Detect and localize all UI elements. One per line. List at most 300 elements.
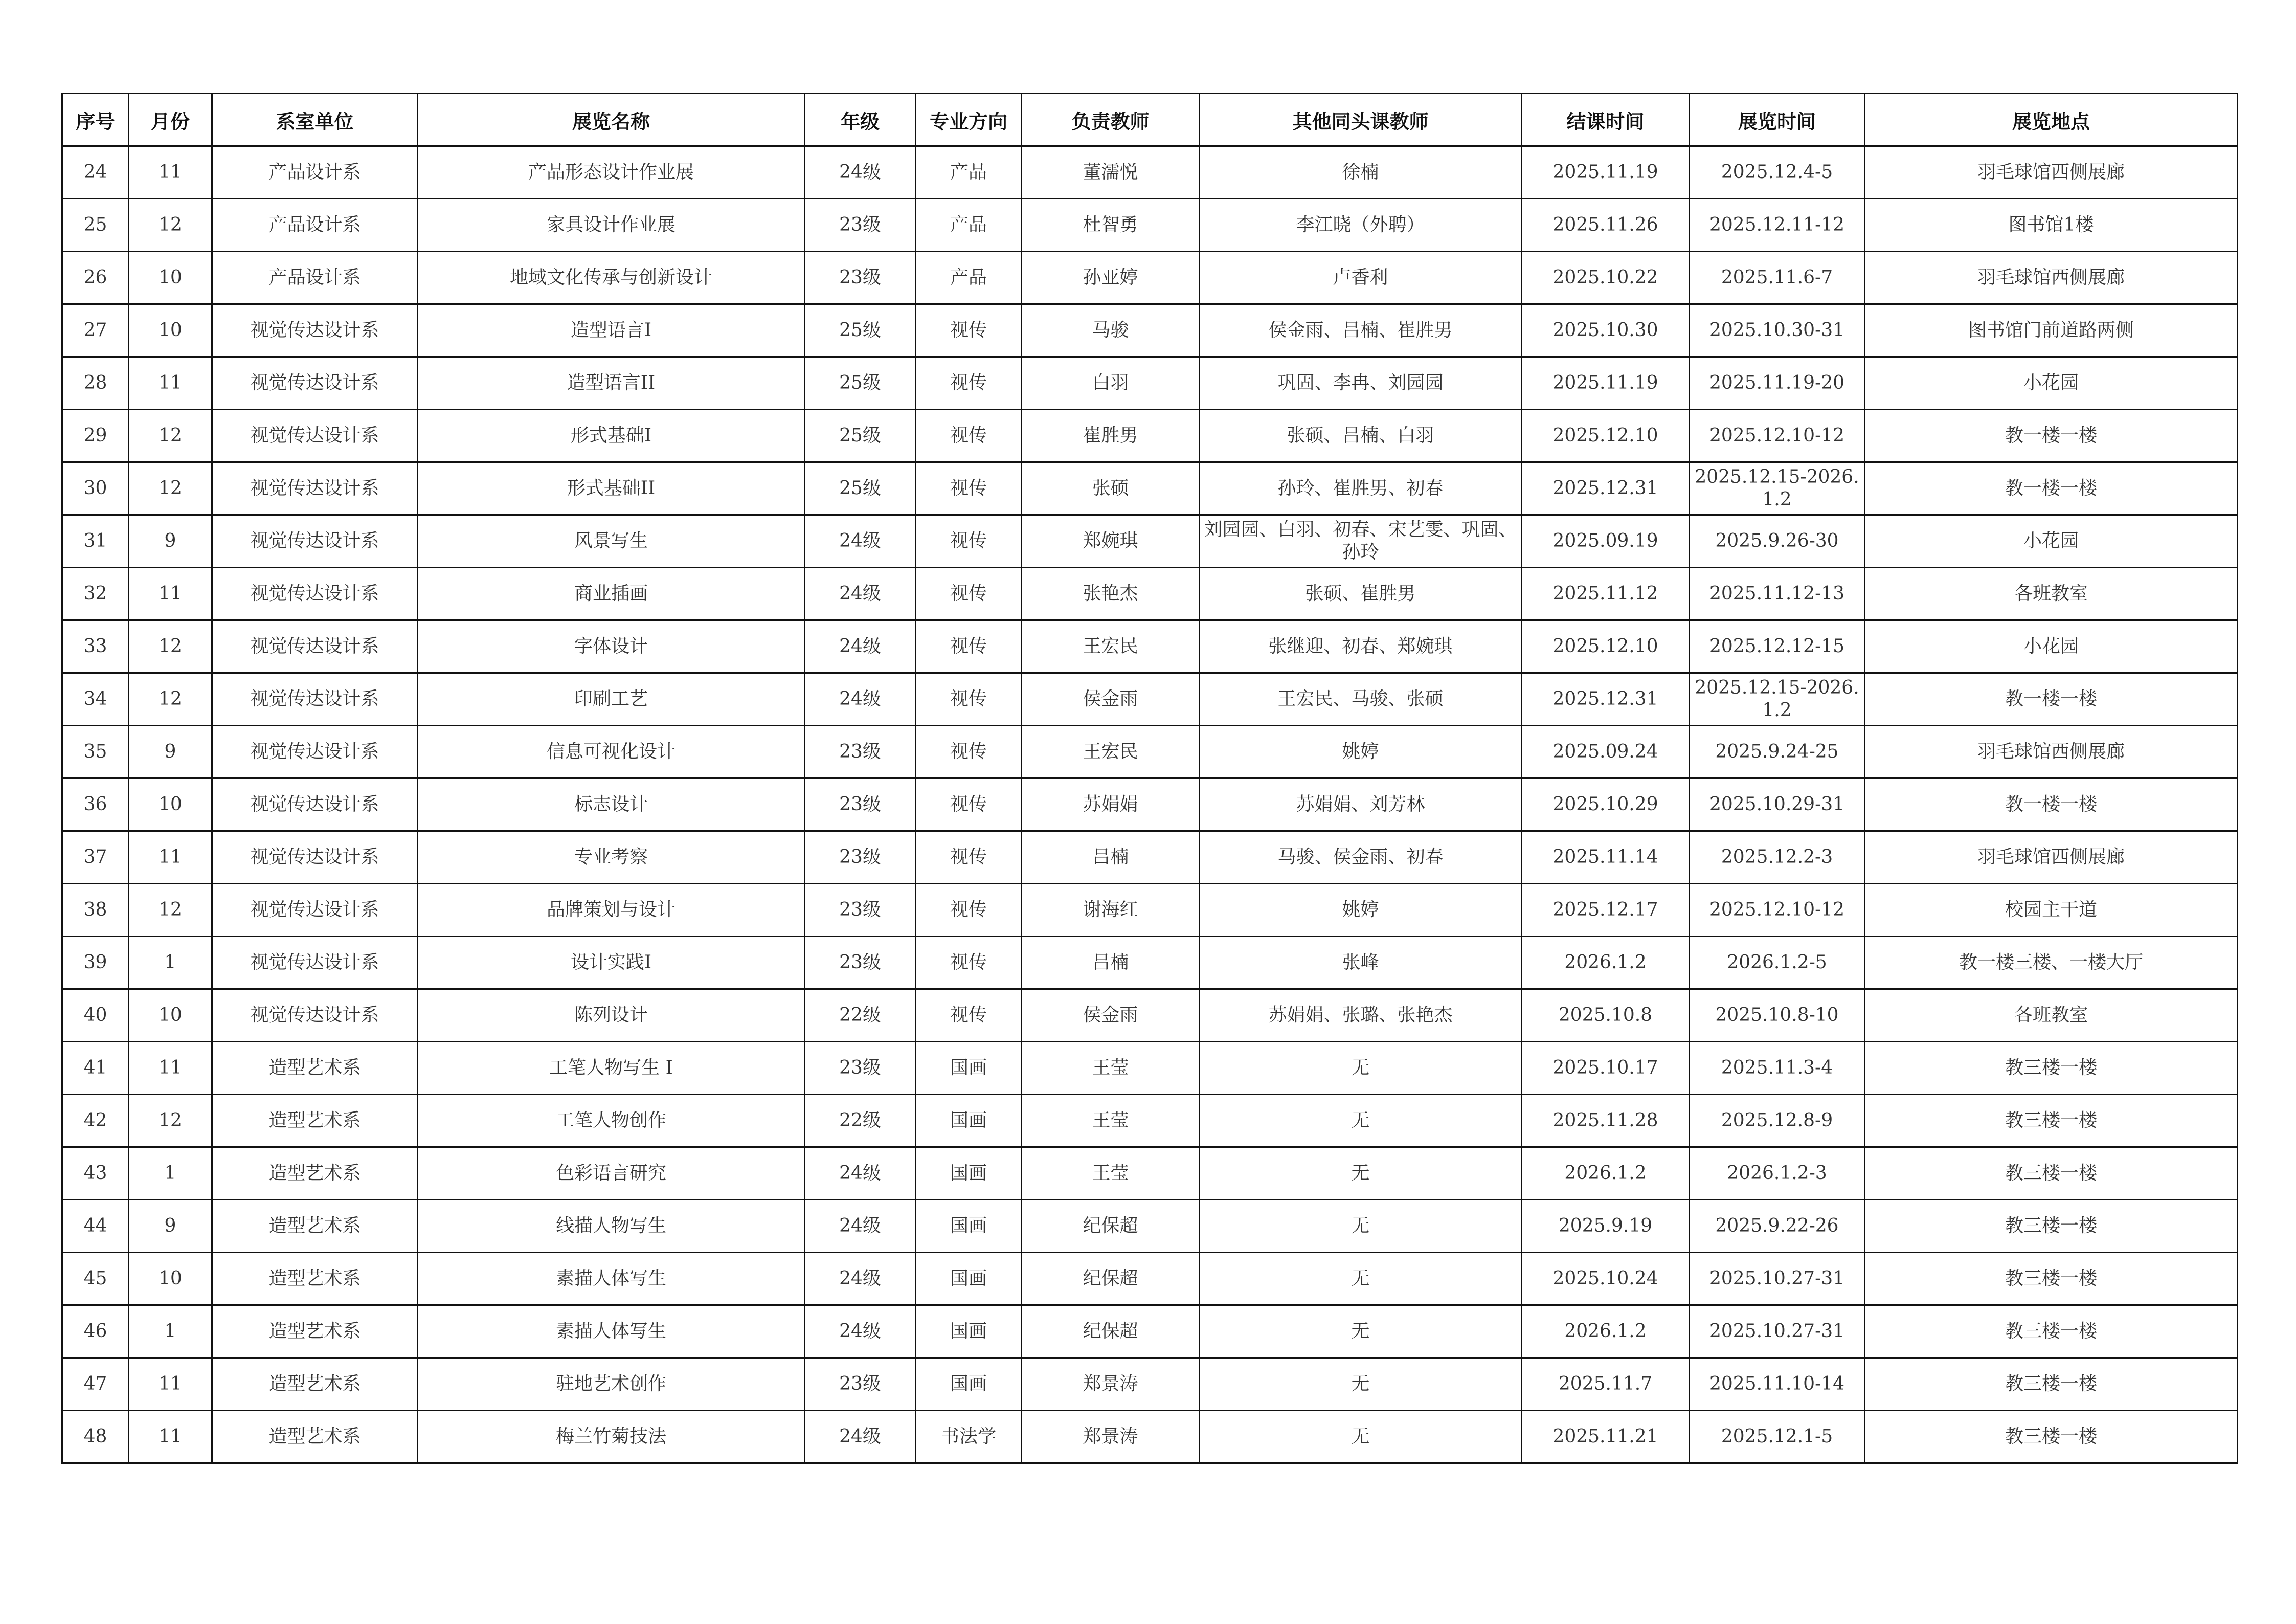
cell-department: 视觉传达设计系: [212, 673, 418, 726]
cell-department: 造型艺术系: [212, 1147, 418, 1200]
cell-course-end-date: 2025.11.7: [1522, 1358, 1690, 1411]
cell-exhibition-name: 品牌策划与设计: [418, 884, 805, 937]
cell-department: 造型艺术系: [212, 1305, 418, 1358]
cell-department: 视觉传达设计系: [212, 410, 418, 462]
cell-month: 11: [129, 1042, 212, 1095]
cell-month: 10: [129, 1253, 212, 1305]
cell-exhibition-location: 教三楼一楼: [1865, 1095, 2238, 1147]
cell-major: 产品: [916, 252, 1022, 304]
cell-exhibition-name: 标志设计: [418, 778, 805, 831]
cell-grade: 24级: [805, 673, 916, 726]
cell-major: 国画: [916, 1147, 1022, 1200]
cell-major: 视传: [916, 568, 1022, 620]
cell-lead-teacher: 纪保超: [1022, 1305, 1200, 1358]
cell-other-teachers: 无: [1200, 1095, 1522, 1147]
cell-exhibition-date: 2025.12.10-12: [1690, 884, 1865, 937]
cell-exhibition-name: 素描人体写生: [418, 1305, 805, 1358]
cell-department: 视觉传达设计系: [212, 357, 418, 410]
cell-month: 9: [129, 1200, 212, 1253]
cell-grade: 23级: [805, 726, 916, 778]
cell-department: 造型艺术系: [212, 1095, 418, 1147]
cell-exhibition-name: 印刷工艺: [418, 673, 805, 726]
cell-exhibition-name: 家具设计作业展: [418, 199, 805, 252]
cell-exhibition-location: 各班教室: [1865, 568, 2238, 620]
cell-department: 产品设计系: [212, 199, 418, 252]
cell-lead-teacher: 杜智勇: [1022, 199, 1200, 252]
cell-course-end-date: 2025.12.17: [1522, 884, 1690, 937]
cell-major: 视传: [916, 515, 1022, 568]
cell-grade: 23级: [805, 199, 916, 252]
cell-lead-teacher: 王莹: [1022, 1147, 1200, 1200]
cell-month: 11: [129, 831, 212, 884]
cell-department: 视觉传达设计系: [212, 937, 418, 989]
cell-grade: 25级: [805, 410, 916, 462]
cell-lead-teacher: 吕楠: [1022, 831, 1200, 884]
cell-exhibition-location: 羽毛球馆西侧展廊: [1865, 726, 2238, 778]
cell-exhibition-name: 专业考察: [418, 831, 805, 884]
cell-major: 视传: [916, 831, 1022, 884]
cell-course-end-date: 2025.11.19: [1522, 146, 1690, 199]
cell-exhibition-location: 教三楼一楼: [1865, 1305, 2238, 1358]
cell-course-end-date: 2025.10.8: [1522, 989, 1690, 1042]
cell-other-teachers: 徐楠: [1200, 146, 1522, 199]
cell-index: 41: [62, 1042, 129, 1095]
cell-other-teachers: 无: [1200, 1042, 1522, 1095]
cell-exhibition-name: 梅兰竹菊技法: [418, 1411, 805, 1463]
cell-exhibition-name: 风景写生: [418, 515, 805, 568]
cell-index: 27: [62, 304, 129, 357]
cell-department: 视觉传达设计系: [212, 884, 418, 937]
cell-index: 33: [62, 620, 129, 673]
exhibition-schedule-table: [61, 93, 2238, 1464]
cell-index: 34: [62, 673, 129, 726]
header-cell-grade: 年级: [805, 94, 916, 146]
cell-course-end-date: 2025.10.29: [1522, 778, 1690, 831]
cell-grade: 23级: [805, 252, 916, 304]
table-row: [62, 937, 2238, 989]
cell-exhibition-date: 2025.11.10-14: [1690, 1358, 1865, 1411]
cell-other-teachers: 巩固、李冉、刘园园: [1200, 357, 1522, 410]
cell-course-end-date: 2026.1.2: [1522, 1147, 1690, 1200]
cell-exhibition-date: 2025.12.10-12: [1690, 410, 1865, 462]
cell-month: 10: [129, 989, 212, 1042]
cell-exhibition-date: 2025.11.6-7: [1690, 252, 1865, 304]
cell-index: 48: [62, 1411, 129, 1463]
cell-lead-teacher: 王莹: [1022, 1042, 1200, 1095]
cell-exhibition-location: 教三楼一楼: [1865, 1042, 2238, 1095]
cell-other-teachers: 无: [1200, 1358, 1522, 1411]
header-cell-exhibition-name: 展览名称: [418, 94, 805, 146]
cell-course-end-date: 2025.10.30: [1522, 304, 1690, 357]
cell-month: 1: [129, 1147, 212, 1200]
cell-month: 10: [129, 304, 212, 357]
cell-exhibition-date: 2025.9.24-25: [1690, 726, 1865, 778]
table-row: [62, 831, 2238, 884]
cell-month: 1: [129, 1305, 212, 1358]
cell-exhibition-date: 2025.11.19-20: [1690, 357, 1865, 410]
cell-month: 12: [129, 884, 212, 937]
table-row: [62, 884, 2238, 937]
cell-major: 视传: [916, 884, 1022, 937]
cell-lead-teacher: 董濡悦: [1022, 146, 1200, 199]
cell-exhibition-date: 2025.9.26-30: [1690, 515, 1865, 568]
table-row: [62, 304, 2238, 357]
cell-exhibition-name: 信息可视化设计: [418, 726, 805, 778]
cell-course-end-date: 2025.10.17: [1522, 1042, 1690, 1095]
cell-index: 38: [62, 884, 129, 937]
cell-course-end-date: 2025.12.10: [1522, 410, 1690, 462]
cell-month: 12: [129, 673, 212, 726]
cell-grade: 24级: [805, 1411, 916, 1463]
cell-department: 视觉传达设计系: [212, 831, 418, 884]
header-cell-major: 专业方向: [916, 94, 1022, 146]
cell-grade: 24级: [805, 1305, 916, 1358]
cell-major: 视传: [916, 778, 1022, 831]
cell-month: 11: [129, 357, 212, 410]
table-row: [62, 1253, 2238, 1305]
cell-lead-teacher: 侯金雨: [1022, 673, 1200, 726]
cell-department: 视觉传达设计系: [212, 989, 418, 1042]
cell-grade: 24级: [805, 1147, 916, 1200]
table-row: [62, 1358, 2238, 1411]
table-row: [62, 778, 2238, 831]
cell-department: 产品设计系: [212, 146, 418, 199]
cell-department: 造型艺术系: [212, 1200, 418, 1253]
cell-major: 国画: [916, 1358, 1022, 1411]
cell-exhibition-location: 小花园: [1865, 515, 2238, 568]
header-cell-other-teachers: 其他同头课教师: [1200, 94, 1522, 146]
cell-exhibition-location: 教三楼一楼: [1865, 1147, 2238, 1200]
cell-month: 12: [129, 620, 212, 673]
cell-exhibition-name: 造型语言II: [418, 357, 805, 410]
cell-course-end-date: 2025.11.19: [1522, 357, 1690, 410]
cell-department: 视觉传达设计系: [212, 462, 418, 515]
cell-grade: 22级: [805, 1095, 916, 1147]
cell-exhibition-date: 2025.10.29-31: [1690, 778, 1865, 831]
cell-other-teachers: 卢香利: [1200, 252, 1522, 304]
cell-other-teachers: 李江晓（外聘）: [1200, 199, 1522, 252]
cell-department: 产品设计系: [212, 252, 418, 304]
cell-month: 1: [129, 937, 212, 989]
cell-department: 视觉传达设计系: [212, 515, 418, 568]
cell-exhibition-name: 素描人体写生: [418, 1253, 805, 1305]
cell-department: 造型艺术系: [212, 1411, 418, 1463]
cell-lead-teacher: 孙亚婷: [1022, 252, 1200, 304]
cell-course-end-date: 2025.9.19: [1522, 1200, 1690, 1253]
cell-major: 视传: [916, 357, 1022, 410]
cell-lead-teacher: 苏娟娟: [1022, 778, 1200, 831]
cell-exhibition-location: 各班教室: [1865, 989, 2238, 1042]
cell-grade: 23级: [805, 831, 916, 884]
table-row: [62, 410, 2238, 462]
table-row: [62, 673, 2238, 726]
cell-exhibition-location: 教一楼一楼: [1865, 462, 2238, 515]
cell-exhibition-location: 图书馆门前道路两侧: [1865, 304, 2238, 357]
cell-other-teachers: 姚婷: [1200, 726, 1522, 778]
cell-exhibition-date: 2025.10.30-31: [1690, 304, 1865, 357]
cell-lead-teacher: 纪保超: [1022, 1253, 1200, 1305]
cell-exhibition-name: 形式基础I: [418, 410, 805, 462]
cell-major: 视传: [916, 304, 1022, 357]
cell-major: 国画: [916, 1253, 1022, 1305]
cell-index: 35: [62, 726, 129, 778]
cell-index: 40: [62, 989, 129, 1042]
cell-exhibition-location: 校园主干道: [1865, 884, 2238, 937]
cell-index: 44: [62, 1200, 129, 1253]
cell-major: 视传: [916, 989, 1022, 1042]
table-row: [62, 568, 2238, 620]
cell-exhibition-date: 2025.12.15-2026.1.2: [1690, 462, 1865, 515]
cell-course-end-date: 2025.12.31: [1522, 462, 1690, 515]
table-row: [62, 1095, 2238, 1147]
cell-major: 国画: [916, 1095, 1022, 1147]
cell-course-end-date: 2025.09.24: [1522, 726, 1690, 778]
cell-department: 视觉传达设计系: [212, 304, 418, 357]
cell-course-end-date: 2025.11.21: [1522, 1411, 1690, 1463]
cell-month: 9: [129, 726, 212, 778]
cell-exhibition-name: 造型语言I: [418, 304, 805, 357]
cell-index: 43: [62, 1147, 129, 1200]
cell-course-end-date: 2025.09.19: [1522, 515, 1690, 568]
cell-exhibition-date: 2025.10.27-31: [1690, 1305, 1865, 1358]
cell-index: 26: [62, 252, 129, 304]
header-cell-month: 月份: [129, 94, 212, 146]
cell-index: 24: [62, 146, 129, 199]
cell-other-teachers: 无: [1200, 1253, 1522, 1305]
cell-major: 国画: [916, 1200, 1022, 1253]
cell-exhibition-location: 羽毛球馆西侧展廊: [1865, 831, 2238, 884]
cell-exhibition-date: 2026.1.2-3: [1690, 1147, 1865, 1200]
cell-index: 30: [62, 462, 129, 515]
cell-course-end-date: 2025.12.31: [1522, 673, 1690, 726]
cell-index: 25: [62, 199, 129, 252]
cell-exhibition-date: 2025.12.11-12: [1690, 199, 1865, 252]
cell-exhibition-date: 2025.12.15-2026.1.2: [1690, 673, 1865, 726]
cell-lead-teacher: 崔胜男: [1022, 410, 1200, 462]
cell-major: 视传: [916, 673, 1022, 726]
cell-grade: 23级: [805, 1358, 916, 1411]
cell-exhibition-name: 陈列设计: [418, 989, 805, 1042]
cell-month: 10: [129, 778, 212, 831]
cell-grade: 24级: [805, 1200, 916, 1253]
cell-exhibition-name: 线描人物写生: [418, 1200, 805, 1253]
cell-month: 12: [129, 1095, 212, 1147]
table-row: [62, 462, 2238, 515]
cell-month: 12: [129, 462, 212, 515]
cell-grade: 24级: [805, 568, 916, 620]
cell-lead-teacher: 纪保超: [1022, 1200, 1200, 1253]
table-row: [62, 252, 2238, 304]
cell-exhibition-location: 小花园: [1865, 357, 2238, 410]
cell-course-end-date: 2025.11.14: [1522, 831, 1690, 884]
header-cell-index: 序号: [62, 94, 129, 146]
cell-department: 视觉传达设计系: [212, 568, 418, 620]
cell-grade: 24级: [805, 515, 916, 568]
cell-major: 视传: [916, 937, 1022, 989]
cell-index: 28: [62, 357, 129, 410]
header-cell-course-end-date: 结课时间: [1522, 94, 1690, 146]
cell-other-teachers: 张继迎、初春、郑婉琪: [1200, 620, 1522, 673]
cell-exhibition-name: 设计实践I: [418, 937, 805, 989]
cell-grade: 23级: [805, 884, 916, 937]
cell-major: 产品: [916, 199, 1022, 252]
cell-exhibition-location: 教三楼一楼: [1865, 1253, 2238, 1305]
cell-major: 书法学: [916, 1411, 1022, 1463]
header-cell-exhibition-location: 展览地点: [1865, 94, 2238, 146]
table-row: [62, 620, 2238, 673]
cell-index: 42: [62, 1095, 129, 1147]
cell-lead-teacher: 谢海红: [1022, 884, 1200, 937]
cell-exhibition-name: 产品形态设计作业展: [418, 146, 805, 199]
cell-grade: 22级: [805, 989, 916, 1042]
cell-index: 37: [62, 831, 129, 884]
cell-index: 45: [62, 1253, 129, 1305]
cell-course-end-date: 2025.12.10: [1522, 620, 1690, 673]
cell-course-end-date: 2025.11.26: [1522, 199, 1690, 252]
cell-other-teachers: 无: [1200, 1411, 1522, 1463]
cell-department: 视觉传达设计系: [212, 726, 418, 778]
cell-lead-teacher: 王莹: [1022, 1095, 1200, 1147]
cell-other-teachers: 苏娟娟、刘芳林: [1200, 778, 1522, 831]
cell-index: 29: [62, 410, 129, 462]
table-row: [62, 726, 2238, 778]
cell-major: 国画: [916, 1305, 1022, 1358]
cell-other-teachers: 刘园园、白羽、初春、宋艺雯、巩固、孙玲: [1200, 515, 1522, 568]
cell-grade: 23级: [805, 937, 916, 989]
cell-lead-teacher: 白羽: [1022, 357, 1200, 410]
cell-lead-teacher: 郑景涛: [1022, 1411, 1200, 1463]
cell-lead-teacher: 王宏民: [1022, 620, 1200, 673]
cell-lead-teacher: 马骏: [1022, 304, 1200, 357]
cell-exhibition-date: 2026.1.2-5: [1690, 937, 1865, 989]
cell-exhibition-name: 驻地艺术创作: [418, 1358, 805, 1411]
cell-course-end-date: 2026.1.2: [1522, 937, 1690, 989]
table-row: [62, 989, 2238, 1042]
table-row: [62, 1411, 2238, 1463]
table-row: [62, 1147, 2238, 1200]
cell-exhibition-name: 工笔人物创作: [418, 1095, 805, 1147]
cell-lead-teacher: 吕楠: [1022, 937, 1200, 989]
cell-exhibition-date: 2025.11.12-13: [1690, 568, 1865, 620]
table-row: [62, 146, 2238, 199]
header-cell-exhibition-date: 展览时间: [1690, 94, 1865, 146]
cell-lead-teacher: 张硕: [1022, 462, 1200, 515]
table-body: [62, 146, 2238, 1463]
cell-major: 视传: [916, 410, 1022, 462]
table-row: [62, 357, 2238, 410]
cell-grade: 24级: [805, 146, 916, 199]
cell-exhibition-name: 形式基础II: [418, 462, 805, 515]
cell-major: 国画: [916, 1042, 1022, 1095]
cell-other-teachers: 张硕、吕楠、白羽: [1200, 410, 1522, 462]
cell-grade: 23级: [805, 778, 916, 831]
cell-other-teachers: 无: [1200, 1305, 1522, 1358]
cell-course-end-date: 2025.10.22: [1522, 252, 1690, 304]
cell-exhibition-location: 教三楼一楼: [1865, 1200, 2238, 1253]
cell-grade: 24级: [805, 1253, 916, 1305]
cell-exhibition-date: 2025.10.8-10: [1690, 989, 1865, 1042]
cell-major: 视传: [916, 620, 1022, 673]
cell-other-teachers: 无: [1200, 1147, 1522, 1200]
cell-grade: 25级: [805, 304, 916, 357]
cell-lead-teacher: 郑婉琪: [1022, 515, 1200, 568]
cell-lead-teacher: 王宏民: [1022, 726, 1200, 778]
cell-course-end-date: 2026.1.2: [1522, 1305, 1690, 1358]
cell-exhibition-date: 2025.12.4-5: [1690, 146, 1865, 199]
cell-other-teachers: 苏娟娟、张璐、张艳杰: [1200, 989, 1522, 1042]
cell-index: 47: [62, 1358, 129, 1411]
cell-grade: 23级: [805, 1042, 916, 1095]
cell-exhibition-location: 羽毛球馆西侧展廊: [1865, 146, 2238, 199]
cell-index: 31: [62, 515, 129, 568]
cell-exhibition-location: 教一楼一楼: [1865, 778, 2238, 831]
cell-exhibition-name: 工笔人物写生 I: [418, 1042, 805, 1095]
cell-exhibition-location: 羽毛球馆西侧展廊: [1865, 252, 2238, 304]
cell-exhibition-date: 2025.9.22-26: [1690, 1200, 1865, 1253]
cell-other-teachers: 孙玲、崔胜男、初春: [1200, 462, 1522, 515]
cell-exhibition-date: 2025.11.3-4: [1690, 1042, 1865, 1095]
cell-month: 11: [129, 146, 212, 199]
table-row: [62, 1042, 2238, 1095]
cell-exhibition-date: 2025.12.12-15: [1690, 620, 1865, 673]
cell-lead-teacher: 郑景涛: [1022, 1358, 1200, 1411]
cell-other-teachers: 马骏、侯金雨、初春: [1200, 831, 1522, 884]
cell-month: 11: [129, 1358, 212, 1411]
cell-other-teachers: 张硕、崔胜男: [1200, 568, 1522, 620]
cell-other-teachers: 王宏民、马骏、张硕: [1200, 673, 1522, 726]
cell-course-end-date: 2025.10.24: [1522, 1253, 1690, 1305]
cell-other-teachers: 姚婷: [1200, 884, 1522, 937]
cell-month: 12: [129, 410, 212, 462]
cell-exhibition-date: 2025.10.27-31: [1690, 1253, 1865, 1305]
cell-exhibition-location: 教一楼一楼: [1865, 673, 2238, 726]
cell-exhibition-date: 2025.12.2-3: [1690, 831, 1865, 884]
cell-exhibition-name: 字体设计: [418, 620, 805, 673]
cell-department: 造型艺术系: [212, 1253, 418, 1305]
header-cell-lead-teacher: 负责教师: [1022, 94, 1200, 146]
cell-exhibition-date: 2025.12.8-9: [1690, 1095, 1865, 1147]
cell-exhibition-location: 图书馆1楼: [1865, 199, 2238, 252]
cell-month: 10: [129, 252, 212, 304]
cell-index: 39: [62, 937, 129, 989]
cell-index: 32: [62, 568, 129, 620]
cell-month: 11: [129, 568, 212, 620]
cell-major: 视传: [916, 462, 1022, 515]
cell-course-end-date: 2025.11.28: [1522, 1095, 1690, 1147]
cell-exhibition-location: 教一楼一楼: [1865, 410, 2238, 462]
cell-major: 产品: [916, 146, 1022, 199]
cell-month: 11: [129, 1411, 212, 1463]
cell-month: 9: [129, 515, 212, 568]
cell-month: 12: [129, 199, 212, 252]
cell-grade: 24级: [805, 620, 916, 673]
cell-exhibition-location: 教一楼三楼、一楼大厅: [1865, 937, 2238, 989]
cell-exhibition-location: 小花园: [1865, 620, 2238, 673]
cell-exhibition-location: 教三楼一楼: [1865, 1358, 2238, 1411]
cell-exhibition-date: 2025.12.1-5: [1690, 1411, 1865, 1463]
table-row: [62, 199, 2238, 252]
cell-other-teachers: 侯金雨、吕楠、崔胜男: [1200, 304, 1522, 357]
cell-department: 视觉传达设计系: [212, 778, 418, 831]
cell-grade: 25级: [805, 357, 916, 410]
cell-exhibition-name: 地域文化传承与创新设计: [418, 252, 805, 304]
cell-exhibition-location: 教三楼一楼: [1865, 1411, 2238, 1463]
cell-department: 造型艺术系: [212, 1042, 418, 1095]
cell-department: 视觉传达设计系: [212, 620, 418, 673]
cell-course-end-date: 2025.11.12: [1522, 568, 1690, 620]
header-cell-department: 系室单位: [212, 94, 418, 146]
cell-other-teachers: 无: [1200, 1200, 1522, 1253]
